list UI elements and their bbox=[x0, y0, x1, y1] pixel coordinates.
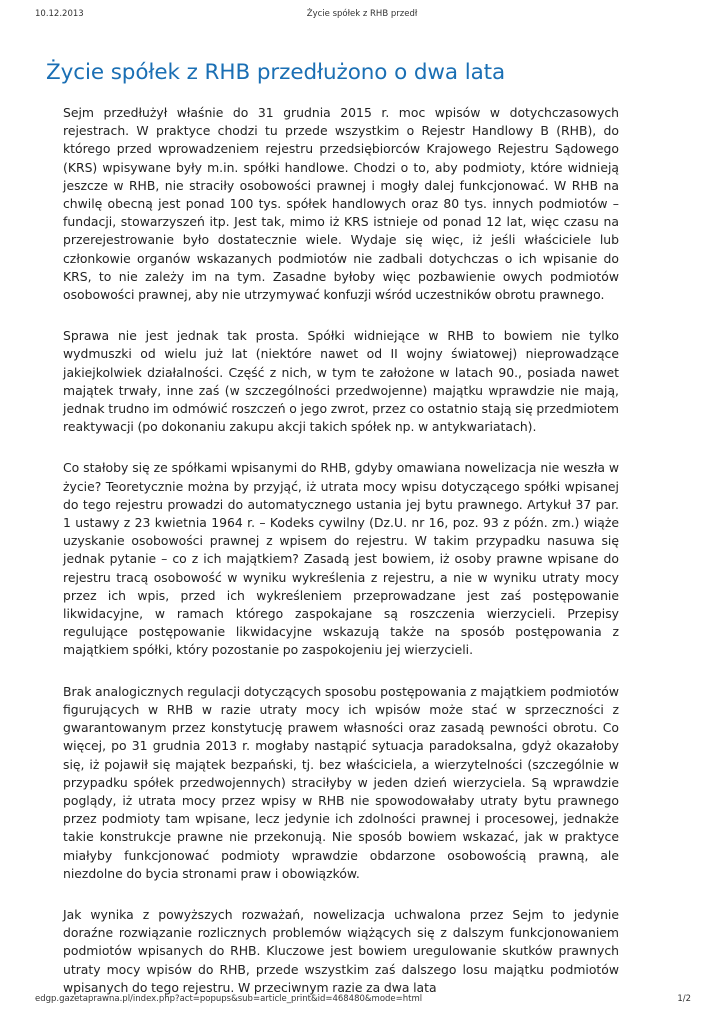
print-date: 10.12.2013 bbox=[35, 9, 84, 19]
paragraph-3: Co stałoby się ze spółkami wpisanymi do RHB, gdyby omawiana nowelizacja nie weszła w życie? Teoretycznie można by przyjąć, iż utrata mocy wpisu dotyczącego spółki wpisanej do tego rejestru prowadzi do automatycznego ustania jej bytu prawnego. Artykuł 37 par. 1 ustawy z 23 kwietnia 1964 r. – Kodeks cywilny (Dz.U. nr 16, poz. 93 z późn. zm.) wiąże uzyskanie osobowości prawnej z wpisem do rejestru. W takim przypadku nasuwa się jednak pytanie – co z ich majątkiem? Zasadą jest bowiem, iż osoby prawne wpisane do rejestru tracą osobowość w wyniku wykreślenia z rejestru, a nie w wyniku utraty mocy przez ich wpis, przed ich wykreśleniem przeprowadzane jest zaś postępowanie likwidacyjne, w ramach którego zaspokajane są roszczenia wierzycieli. Przepisy regulujące postępowanie likwidacyjne wskazują także na sposób postępowania z majątkiem spółki, który pozostanie po zaspokojeniu jej wierzycieli. bbox=[63, 460, 619, 658]
article-body bbox=[63, 104, 619, 1020]
paragraph-2: Sprawa nie jest jednak tak prosta. Spółki widniejące w RHB to bowiem nie tylko wydmuszki od wielu już lat (niektóre nawet od II wojny światowej) nieprowadzące jakiejkolwiek działalności. Część z nich, w tym te założone w latach 90., posiada nawet majątek trwały, inne zaś (w szczególności przedwojenne) majątku wprawdzie nie mają, jednak trudno im odmówić roszczeń o jego zwrot, przez co ostatnio stają się przedmiotem reaktywacji (po dokonaniu zakupu akcji takich spółek np. w antykwariatach). bbox=[63, 328, 619, 435]
page-number: 1/2 bbox=[677, 994, 691, 1004]
paragraph-4: Brak analogicznych regulacji dotyczących sposobu postępowania z majątkiem podmiotów figurujących w RHB w razie utraty mocy ich wpisów może stać w sprzeczności z gwarantowanym przez konstytucję prawem własności oraz zasadą pewności obrotu. Co więcej, po 31 grudnia 2013 r. mogłaby nastąpić sytuacja paradoksalna, gdyż okazałoby się, iż pojawił się majątek bezpański, tj. bez właściciela, a wierzytelności (szczególnie w przypadku spółek przedwojennych) straciłyby w jeden dzień wierzyciela. Są wprawdzie poglądy, iż utrata mocy przez wpisy w RHB nie spowodowałaby utraty bytu prawnego przez podmioty tam wpisane, lecz jedynie ich zdolności prawnej i procesowej, jednakże takie konstrukcje prawne nie przekonują. Nie sposób bowiem wskazać, jak w praktyce miałyby funkcjonować podmioty wprawdzie obdarzone osobowością prawną, ale niezdolne do bycia stronami praw i obowiązków. bbox=[63, 683, 619, 881]
print-url: edgp.gazetaprawna.pl/index.php?act=popups&sub=article_print&id=468480&mode=html bbox=[35, 994, 423, 1004]
print-page-title: Życie spółek z RHB przedł bbox=[306, 9, 418, 19]
article-title: Życie spółek z RHB przedłużono o dwa lata bbox=[46, 60, 506, 85]
paragraph-1: Sejm przedłużył właśnie do 31 grudnia 2015 r. moc wpisów w dotychczasowych rejestrach. W praktyce chodzi tu przede wszystkim o Rejestr Handlowy B (RHB), do którego przed wprowadzeniem rejestru przedsiębiorców Krajowego Rejestru Sądowego (KRS) wpisywane były m.in. spółki handlowe. Chodzi o to, aby podmioty, które widnieją jeszcze w RHB, nie straciły osobowości prawnej i mogły dalej funkcjonować. W RHB na chwilę obecną jest ponad 100 tys. spółek handlowych oraz 80 tys. innych podmiotów – fundacji, stowarzyszeń itp. Jest tak, mimo iż KRS istnieje od ponad 12 lat, więc czasu na przerejestrowanie było dostatecznie wiele. Wydaje się więc, iż jeśli właściciele lub członkowie organów wskazanych podmiotów nie zadbali dotychczas o ich wpisanie do KRS, to nie zależy im na tym. Zasadne byłoby więc pozbawienie owych podmiotów osobowości prawnej, aby nie utrzymywać konfuzji wśród uczestników obrotu prawnego. bbox=[63, 105, 619, 303]
paragraph-5: Jak wynika z powyższych rozważań, nowelizacja uchwalona przez Sejm to jedynie doraźne rozwiązanie rozlicznych problemów wiążących się z dalszym funkcjonowaniem podmiotów wpisanych do RHB. Kluczowe jest bowiem uregulowanie skutków prawnych utraty mocy wpisów do RHB, przede wszystkim zaś dalszego losu majątku podmiotów wpisanych do tego rejestru. W przeciwnym razie za dwa lata bbox=[63, 906, 619, 995]
print-header bbox=[0, 9, 724, 23]
print-footer bbox=[0, 994, 724, 1008]
